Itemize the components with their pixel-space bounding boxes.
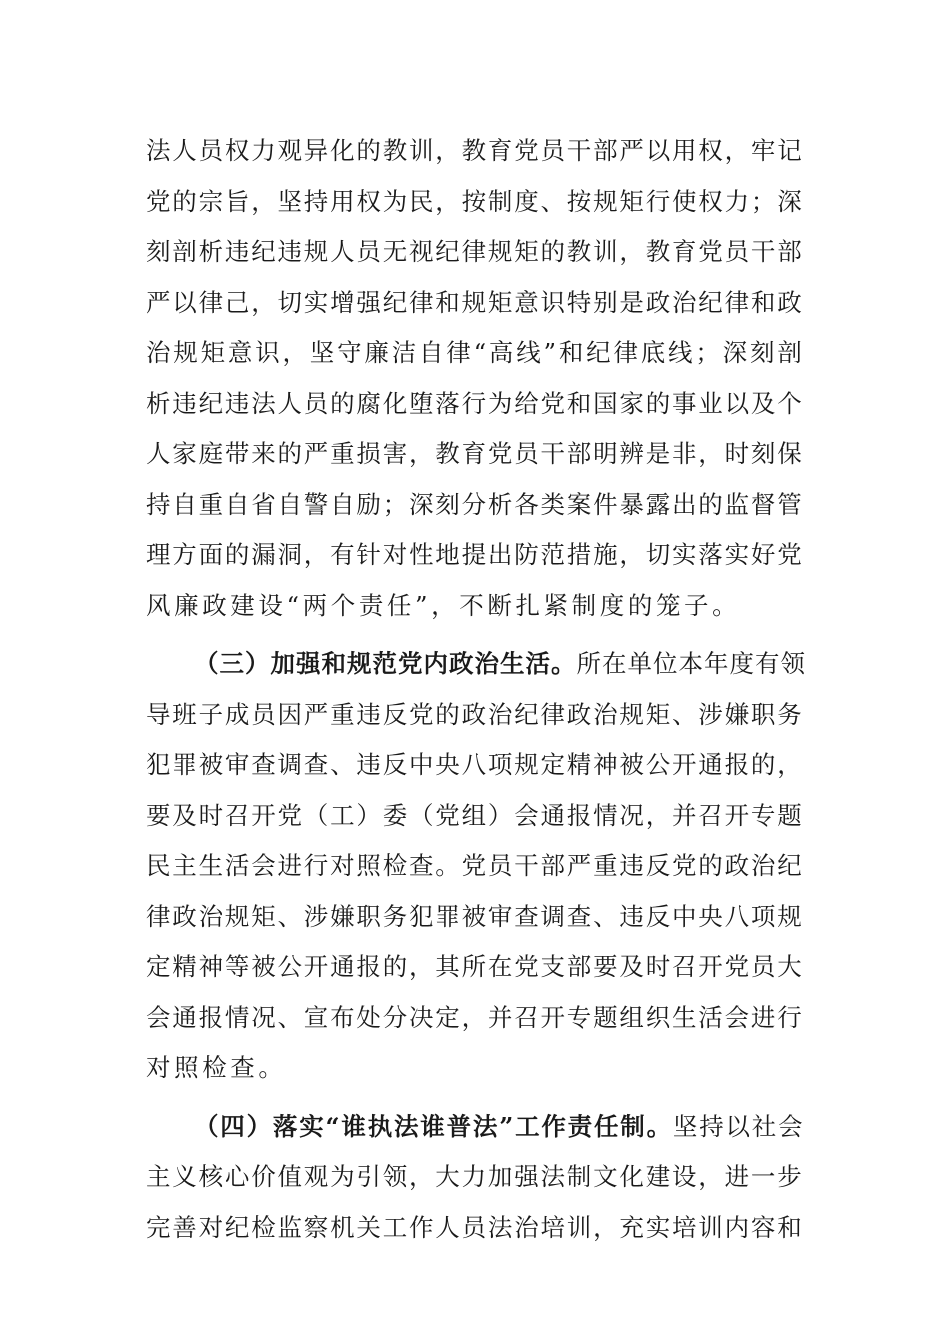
text-line: 刻剖析违纪违规人员无视纪律规矩的教训，教育党员干部 <box>146 237 804 266</box>
text-line: 定精神等被公开通报的，其所在党支部要及时召开党员大 <box>146 952 804 981</box>
section-4-first-line <box>146 1102 806 1153</box>
text-line: 风廉政建设“两个责任”，不断扎紧制度的笼子。 <box>146 590 741 620</box>
section-3-heading: （三）加强和规范党内政治生活。 <box>194 649 577 678</box>
text-line: 导班子成员因严重违反党的政治纪律政治规矩、涉嫌职务 <box>146 699 804 729</box>
text-line: 律政治规矩、涉嫌职务犯罪被审查调查、违反中央八项规 <box>146 901 804 931</box>
section-4 <box>146 1102 806 1254</box>
section-3-first-line <box>146 639 806 690</box>
text-line: 理方面的漏洞，有针对性地提出防范措施，切实落实好党 <box>146 540 804 569</box>
text-line: 要及时召开党（工）委（党组）会通报情况，并召开专题 <box>146 800 804 830</box>
text-line: 人家庭带来的严重损害，教育党员干部明辨是非，时刻保 <box>146 439 804 468</box>
text-line: 党的宗旨，坚持用权为民，按制度、按规矩行使权力；深 <box>146 186 804 216</box>
text-line: 主义核心价值观为引领，大力加强法制文化建设，进一步 <box>146 1162 804 1191</box>
document-page <box>146 126 806 1253</box>
text-line: 法人员权力观异化的教训，教育党员干部严以用权，牢记 <box>146 136 804 165</box>
text-line: 严以律己，切实增强纪律和规矩意识特别是政治纪律和政 <box>146 287 804 317</box>
paragraph-1 <box>146 126 806 631</box>
section-3-first-line-text: 所在单位本年度有领 <box>576 649 806 678</box>
text-line: 民主生活会进行对照检查。党员干部严重违反党的政治纪 <box>146 851 804 880</box>
text-line: 持自重自省自警自励；深刻分析各类案件暴露出的监督管 <box>146 489 804 519</box>
text-line: 对照检查。 <box>146 1053 287 1082</box>
text-line: 治规矩意识，坚守廉洁自律“高线”和纪律底线；深刻剖 <box>146 338 805 367</box>
section-4-first-line-text: 坚持以社会 <box>672 1111 805 1141</box>
text-line: 析违纪违法人员的腐化堕落行为给党和国家的事业以及个 <box>146 388 804 418</box>
text-line: 犯罪被审查调查、违反中央八项规定精神被公开通报的， <box>146 750 804 779</box>
section-3 <box>146 639 806 1094</box>
text-line: 完善对纪检监察机关工作人员法治培训，充实培训内容和 <box>146 1212 804 1242</box>
text-line: 会通报情况、宣布处分决定，并召开专题组织生活会进行 <box>146 1002 804 1032</box>
section-4-heading: （四）落实“谁执法谁普法”工作责任制。 <box>194 1111 673 1141</box>
